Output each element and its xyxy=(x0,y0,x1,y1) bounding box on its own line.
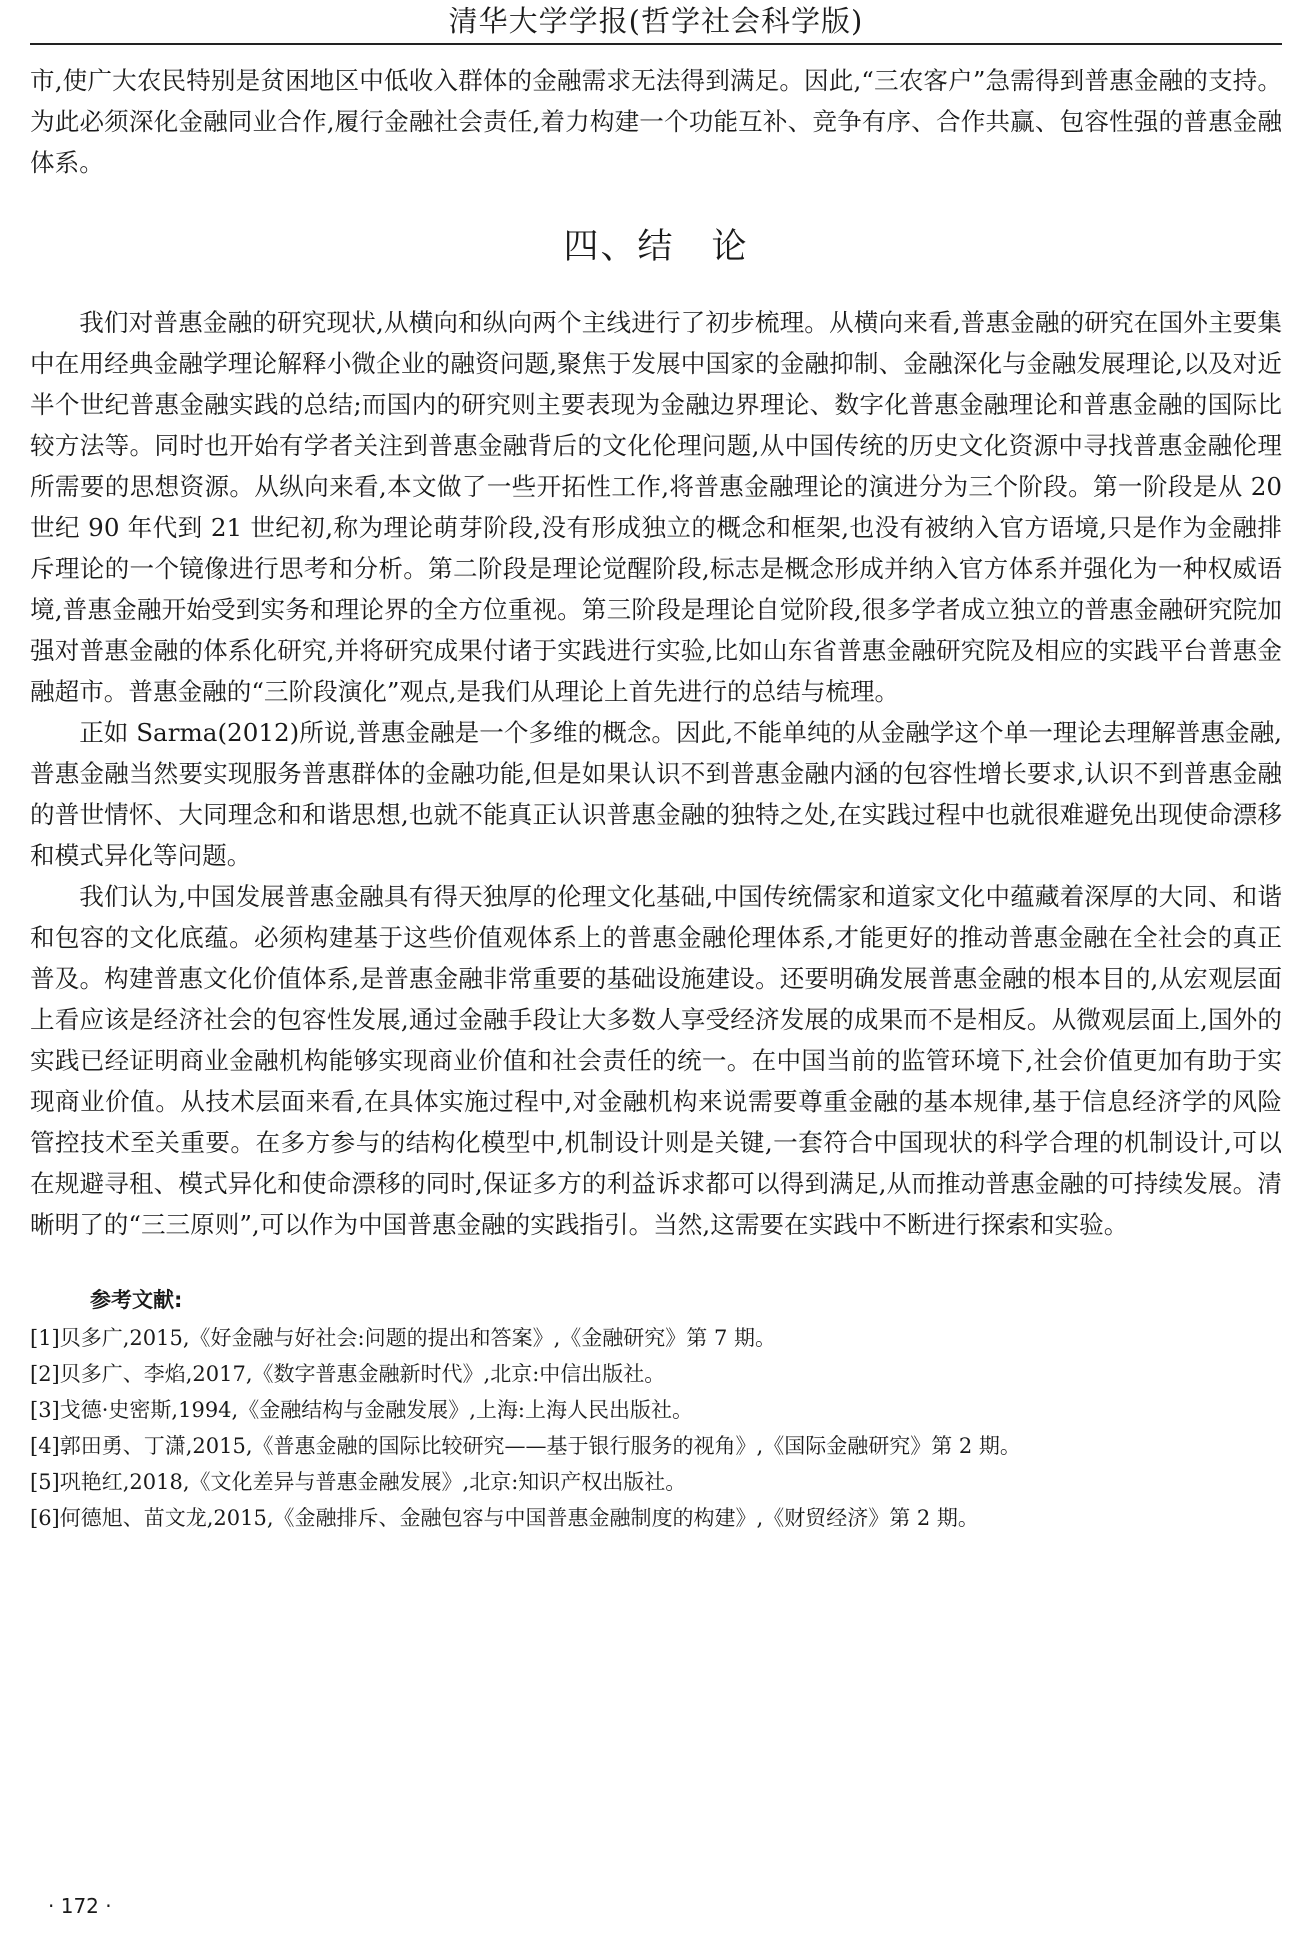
references-section xyxy=(30,1282,1282,1536)
body-paragraph: 我们对普惠金融的研究现状,从横向和纵向两个主线进行了初步梳理。从横向来看,普惠金融的研究在国外主要集中在用经典金融学理论解释小微企业的融资问题,聚焦于发展中国家的金融抑制、金融深化与金融发展理论,以及对近半个世纪普惠金融实践的总结;而国内的研究则主要表现为金融边界理论、数字化普惠金融理论和普惠金融的国际比较方法等。同时也开始有学者关注到普惠金融背后的文化伦理问题,从中国传统的历史文化资源中寻找普惠金融伦理所需要的思想资源。从纵向来看,本文做了一些开拓性工作,将普惠金融理论的演进分为三个阶段。第一阶段是从 20 世纪 90 年代到 21 世纪初,称为理论萌芽阶段,没有形成独立的概念和框架,也没有被纳入官方语境,只是作为金融排斥理论的一个镜像进行思考和分析。第二阶段是理论觉醒阶段,标志是概念形成并纳入官方体系并强化为一种权威语境,普惠金融开始受到实务和理论界的全方位重视。第三阶段是理论自觉阶段,很多学者成立独立的普惠金融研究院加强对普惠金融的体系化研究,并将研究成果付诸于实践进行实验,比如山东省普惠金融研究院及相应的实践平台普惠金融超市。普惠金融的“三阶段演化”观点,是我们从理论上首先进行的总结与梳理。 xyxy=(30,308,1282,706)
reference-item: [2]贝多广、李焰,2017,《数字普惠金融新时代》,北京:中信出版社。 xyxy=(30,1362,666,1386)
article-body xyxy=(30,60,1282,1536)
reference-item: [4]郭田勇、丁潇,2015,《普惠金融的国际比较研究——基于银行服务的视角》,《国际金融研究》第 2 期。 xyxy=(30,1434,1021,1458)
page-number: · 172 · xyxy=(48,1894,112,1918)
body-paragraph: 我们认为,中国发展普惠金融具有得天独厚的伦理文化基础,中国传统儒家和道家文化中蕴藏着深厚的大同、和谐和包容的文化底蕴。必须构建基于这些价值观体系上的普惠金融伦理体系,才能更好的推动普惠金融在全社会的真正普及。构建普惠文化价值体系,是普惠金融非常重要的基础设施建设。还要明确发展普惠金融的根本目的,从宏观层面上看应该是经济社会的包容性发展,通过金融手段让大多数人享受经济发展的成果而不是相反。从微观层面上,国外的实践已经证明商业金融机构能够实现商业价值和社会责任的统一。在中国当前的监管环境下,社会价值更加有助于实现商业价值。从技术层面来看,在具体实施过程中,对金融机构来说需要尊重金融的基本规律,基于信息经济学的风险管控技术至关重要。在多方参与的结构化模型中,机制设计则是关键,一套符合中国现状的科学合理的机制设计,可以在规避寻租、模式异化和使命漂移的同时,保证多方的利益诉求都可以得到满足,从而推动普惠金融的可持续发展。清晰明了的“三三原则”,可以作为中国普惠金融的实践指引。当然,这需要在实践中不断进行探索和实验。 xyxy=(30,882,1282,1239)
reference-item: [6]何德旭、苗文龙,2015,《金融排斥、金融包容与中国普惠金融制度的构建》,《财贸经济》第 2 期。 xyxy=(30,1506,979,1530)
body-paragraph: 正如 Sarma(2012)所说,普惠金融是一个多维的概念。因此,不能单纯的从金融学这个单一理论去理解普惠金融,普惠金融当然要实现服务普惠群体的金融功能,但是如果认识不到普惠金融内涵的包容性增长要求,认识不到普惠金融的普世情怀、大同理念和和谐思想,也就不能真正认识普惠金融的独特之处,在实践过程中也就很难避免出现使命漂移和模式异化等问题。 xyxy=(30,718,1282,870)
running-head-journal-title: 清华大学学报(哲学社会科学版) xyxy=(448,4,864,38)
reference-item: [1]贝多广,2015,《好金融与好社会:问题的提出和答案》,《金融研究》第 7 期。 xyxy=(30,1326,776,1350)
intro-paragraph: 市,使广大农民特别是贫困地区中低收入群体的金融需求无法得到满足。因此,“三农客户”急需得到普惠金融的支持。为此必须深化金融同业合作,履行金融社会责任,着力构建一个功能互补、竞争有序、合作共赢、包容性强的普惠金融体系。 xyxy=(30,66,1282,177)
header-rule xyxy=(30,43,1282,45)
references-title: 参考文献: xyxy=(90,1288,183,1312)
section-heading-conclusion: 四、结 论 xyxy=(563,227,749,267)
reference-item: [5]巩艳红,2018,《文化差异与普惠金融发展》,北京:知识产权出版社。 xyxy=(30,1470,687,1494)
reference-item: [3]戈德·史密斯,1994,《金融结构与金融发展》,上海:上海人民出版社。 xyxy=(30,1398,693,1422)
